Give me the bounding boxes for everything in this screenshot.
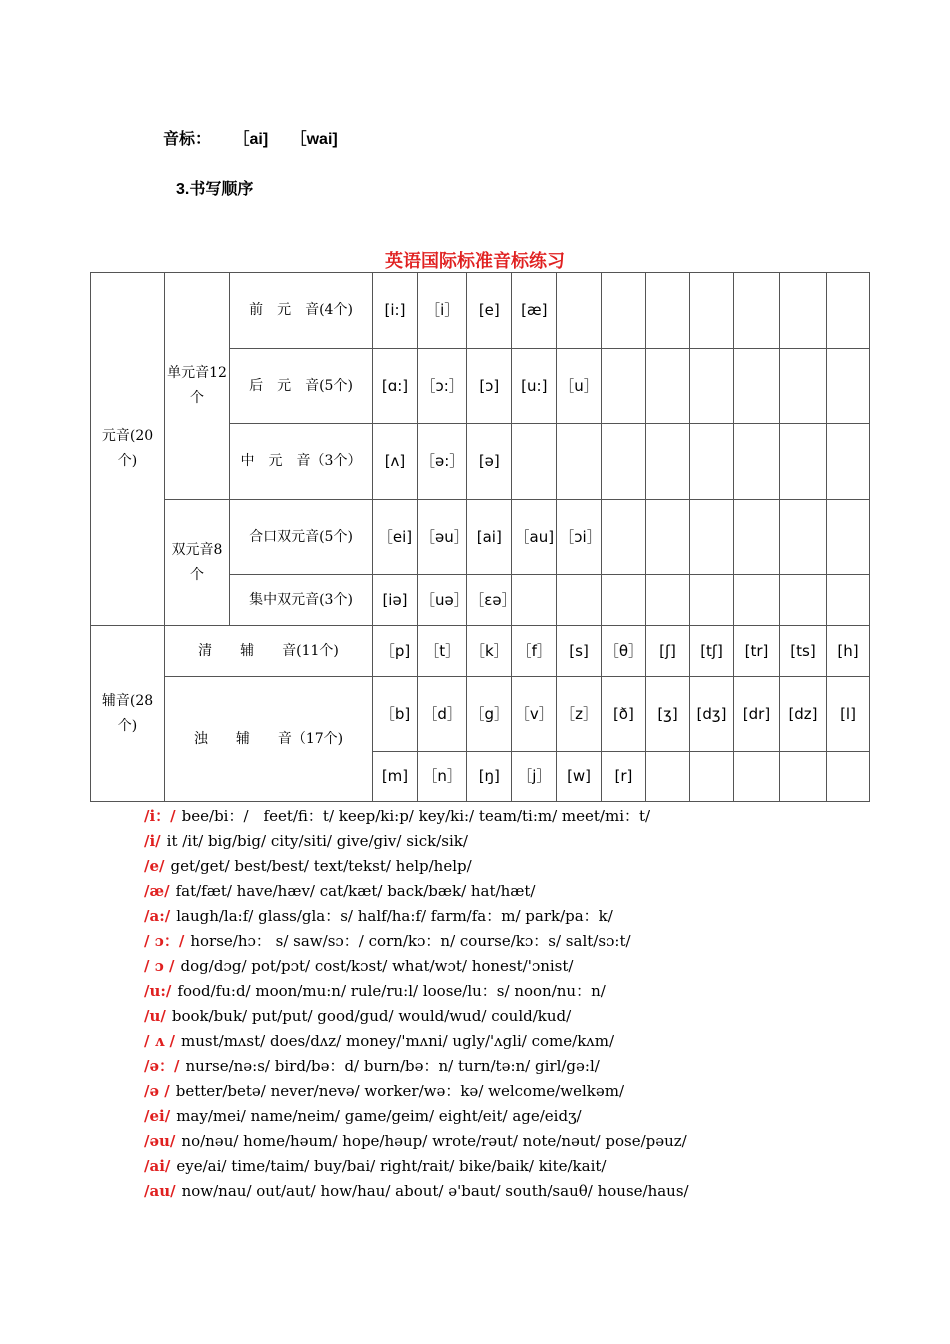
symbol-cell: ［b]	[373, 677, 418, 752]
symbol-cell: [ʌ]	[373, 424, 418, 500]
example-line	[144, 1029, 689, 1054]
empty-cell	[646, 575, 690, 626]
empty-cell	[827, 575, 870, 626]
symbol-cell: [m]	[373, 752, 418, 802]
symbol-cell: [dr]	[734, 677, 780, 752]
empty-cell	[690, 273, 734, 349]
example-line	[144, 1004, 689, 1029]
example-line	[144, 829, 689, 854]
example-line	[144, 854, 689, 879]
empty-cell	[601, 349, 645, 424]
symbol-cell: [ɑ:]	[373, 349, 418, 424]
vowel-label: 元音(20个)	[91, 273, 165, 626]
example-words: food/fu:d/ moon/mu:n/ rule/ru:l/ loose/lu：s/ noon/nu：n/	[177, 982, 606, 1000]
symbol-cell: [ts]	[780, 626, 827, 677]
symbol-cell: ［z］	[557, 677, 602, 752]
empty-cell	[780, 424, 827, 500]
empty-cell	[734, 349, 780, 424]
example-line	[144, 804, 689, 829]
symbol-cell: ［əu］	[418, 500, 467, 575]
symbol-cell: ［εə］	[467, 575, 512, 626]
example-line	[144, 879, 689, 904]
example-list	[144, 804, 689, 1204]
symbol-cell: ［au]	[512, 500, 557, 575]
table-title: 英语国际标准音标练习	[385, 251, 565, 272]
phoneme-key: /u:/	[144, 982, 172, 1000]
symbol-cell: ［v］	[512, 677, 557, 752]
row-voiceless	[91, 626, 870, 677]
example-line	[144, 1054, 689, 1079]
empty-cell	[646, 424, 690, 500]
symbol-cell: ［u］	[557, 349, 602, 424]
consonant-label: 辅音(28个)	[91, 626, 165, 802]
example-line	[144, 1179, 689, 1204]
phoneme-key: /i：/	[144, 807, 176, 825]
symbol-cell: [dʒ]	[690, 677, 734, 752]
symbol-cell: ［uə］	[418, 575, 467, 626]
empty-cell	[601, 273, 645, 349]
example-words: book/buk/ put/put/ good/gud/ would/wud/ could/kud/	[171, 1007, 572, 1025]
example-words: horse/hɔ： s/ saw/sɔ：/ corn/kɔ：n/ course/kɔ：s/ salt/sɔ:t/	[190, 932, 631, 950]
symbol-cell: [h]	[827, 626, 870, 677]
phonetic-line	[163, 126, 338, 149]
symbol-cell: ［p]	[373, 626, 418, 677]
phonetic-ai: ［ai]	[233, 131, 269, 148]
phoneme-key: /e/	[144, 857, 165, 875]
empty-cell	[734, 575, 780, 626]
empty-cell	[557, 575, 602, 626]
symbol-cell: ［θ］	[601, 626, 645, 677]
example-words: must/mʌst/ does/dʌz/ money/'mʌni/ ugly/'ʌgli/ come/kʌm/	[181, 1032, 615, 1050]
empty-cell	[557, 273, 602, 349]
mono-label: 单元音12个	[165, 273, 230, 500]
empty-cell	[780, 349, 827, 424]
symbol-cell: [iə]	[373, 575, 418, 626]
empty-cell	[734, 424, 780, 500]
symbol-cell: [ð]	[601, 677, 645, 752]
empty-cell	[780, 752, 827, 802]
empty-cell	[780, 273, 827, 349]
symbol-cell: [w]	[557, 752, 602, 802]
row-voiced-1	[91, 677, 870, 752]
empty-cell	[646, 752, 690, 802]
example-line	[144, 1129, 689, 1154]
empty-cell	[690, 752, 734, 802]
symbol-cell: ［j］	[512, 752, 557, 802]
example-words: no/nəu/ home/həum/ hope/həup/ wrote/rəut/ note/nəut/ pose/pəuz/	[181, 1132, 687, 1150]
symbol-cell: [dz]	[780, 677, 827, 752]
symbol-cell: [s]	[557, 626, 602, 677]
symbol-cell: ［ei]	[373, 500, 418, 575]
phoneme-key: /ei/	[144, 1107, 171, 1125]
phoneme-key: /æ/	[144, 882, 170, 900]
empty-cell	[646, 500, 690, 575]
empty-cell	[690, 424, 734, 500]
example-line	[144, 904, 689, 929]
phonetic-wai: ［wai]	[290, 131, 338, 148]
phoneme-key: /a:/	[144, 907, 171, 925]
empty-cell	[827, 273, 870, 349]
phoneme-key: /əu/	[144, 1132, 176, 1150]
example-words: it /it/ big/big/ city/siti/ give/giv/ sick/sik/	[166, 832, 468, 850]
symbol-cell: [tr]	[734, 626, 780, 677]
example-line	[144, 1079, 689, 1104]
phonetic-label: 音标：	[163, 131, 212, 148]
symbol-cell: ［k］	[467, 626, 512, 677]
diph-label: 双元音8个	[165, 500, 230, 626]
empty-cell	[827, 500, 870, 575]
empty-cell	[512, 575, 557, 626]
empty-cell	[734, 752, 780, 802]
phoneme-key: /u/	[144, 1007, 166, 1025]
symbol-cell: ［ɔi］	[557, 500, 602, 575]
symbol-cell: [u:]	[512, 349, 557, 424]
symbol-cell: [e]	[467, 273, 512, 349]
symbol-cell: [ŋ]	[467, 752, 512, 802]
example-line	[144, 979, 689, 1004]
centering-label: 集中双元音(3个)	[230, 575, 373, 626]
phoneme-key: / ʌ /	[144, 1032, 176, 1050]
empty-cell	[780, 575, 827, 626]
empty-cell	[734, 500, 780, 575]
voiced-label: 浊 辅 音（17个)	[165, 677, 373, 802]
example-words: better/betə/ never/nevə/ worker/wə：kə/ welcome/welkəm/	[175, 1082, 624, 1100]
empty-cell	[646, 273, 690, 349]
closing-label: 合口双元音(5个)	[230, 500, 373, 575]
empty-cell	[690, 575, 734, 626]
phoneme-key: / ɔ：/	[144, 932, 185, 950]
example-words: fat/fæt/ have/hæv/ cat/kæt/ back/bæk/ hat/hæt/	[175, 882, 536, 900]
empty-cell	[827, 424, 870, 500]
phoneme-key: /ai/	[144, 1157, 171, 1175]
example-words: dog/dɔg/ pot/pɔt/ cost/kɔst/ what/wɔt/ honest/'ɔnist/	[180, 957, 574, 975]
symbol-cell: [l]	[827, 677, 870, 752]
symbol-cell: ［ə:］	[418, 424, 467, 500]
phoneme-key: /au/	[144, 1182, 176, 1200]
empty-cell	[557, 424, 602, 500]
symbol-cell: [ʒ]	[646, 677, 690, 752]
symbol-cell: ［d］	[418, 677, 467, 752]
symbol-cell: ［n］	[418, 752, 467, 802]
voiceless-label: 清 辅 音(11个)	[165, 626, 373, 677]
phoneme-key: / ɔ /	[144, 957, 175, 975]
row-front	[91, 273, 870, 349]
example-line	[144, 954, 689, 979]
phoneme-key: /i/	[144, 832, 161, 850]
section-heading: 3.书写顺序	[176, 181, 254, 198]
row-closing	[91, 500, 870, 575]
symbol-cell: ［i］	[418, 273, 467, 349]
symbol-cell: ［g］	[467, 677, 512, 752]
empty-cell	[734, 273, 780, 349]
example-words: get/get/ best/best/ text/tekst/ help/help/	[170, 857, 472, 875]
empty-cell	[827, 349, 870, 424]
central-label: 中 元 音（3个）	[230, 424, 373, 500]
symbol-cell: [i:]	[373, 273, 418, 349]
symbol-cell: [æ]	[512, 273, 557, 349]
symbol-cell: ［f］	[512, 626, 557, 677]
empty-cell	[646, 349, 690, 424]
empty-cell	[827, 752, 870, 802]
empty-cell	[780, 500, 827, 575]
example-words: nurse/nə:s/ bird/bə：d/ burn/bə：n/ turn/tə:n/ girl/gə:l/	[185, 1057, 600, 1075]
example-words: may/mei/ name/neim/ game/geim/ eight/eit/ age/eidʒ/	[176, 1107, 582, 1125]
empty-cell	[601, 500, 645, 575]
symbol-cell: [ə]	[467, 424, 512, 500]
symbol-cell: [ɔ]	[467, 349, 512, 424]
symbol-cell: [tʃ]	[690, 626, 734, 677]
example-line	[144, 1104, 689, 1129]
back-label: 后 元 音(5个)	[230, 349, 373, 424]
example-words: now/nau/ out/aut/ how/hau/ about/ ə'baut/ south/sauθ/ house/haus/	[181, 1182, 689, 1200]
example-line	[144, 929, 689, 954]
phoneme-key: /ə /	[144, 1082, 170, 1100]
example-line	[144, 1154, 689, 1179]
example-words: laugh/la:f/ glass/gla：s/ half/ha:f/ farm/fa：m/ park/pa：k/	[176, 907, 613, 925]
symbol-cell: [r]	[601, 752, 645, 802]
example-words: eye/ai/ time/taim/ buy/bai/ right/rait/ bike/baik/ kite/kait/	[176, 1157, 607, 1175]
symbol-cell: [ai]	[467, 500, 512, 575]
empty-cell	[512, 424, 557, 500]
phonetic-table	[90, 272, 870, 802]
symbol-cell: ［t］	[418, 626, 467, 677]
empty-cell	[690, 500, 734, 575]
symbol-cell: [ʃ]	[646, 626, 690, 677]
example-words: bee/bi：/ feet/fi：t/ keep/ki:p/ key/ki:/ team/ti:m/ meet/mi：t/	[181, 807, 651, 825]
empty-cell	[601, 424, 645, 500]
phoneme-key: /ə：/	[144, 1057, 180, 1075]
empty-cell	[690, 349, 734, 424]
symbol-cell: ［ɔ:］	[418, 349, 467, 424]
empty-cell	[601, 575, 645, 626]
front-label: 前 元 音(4个)	[230, 273, 373, 349]
